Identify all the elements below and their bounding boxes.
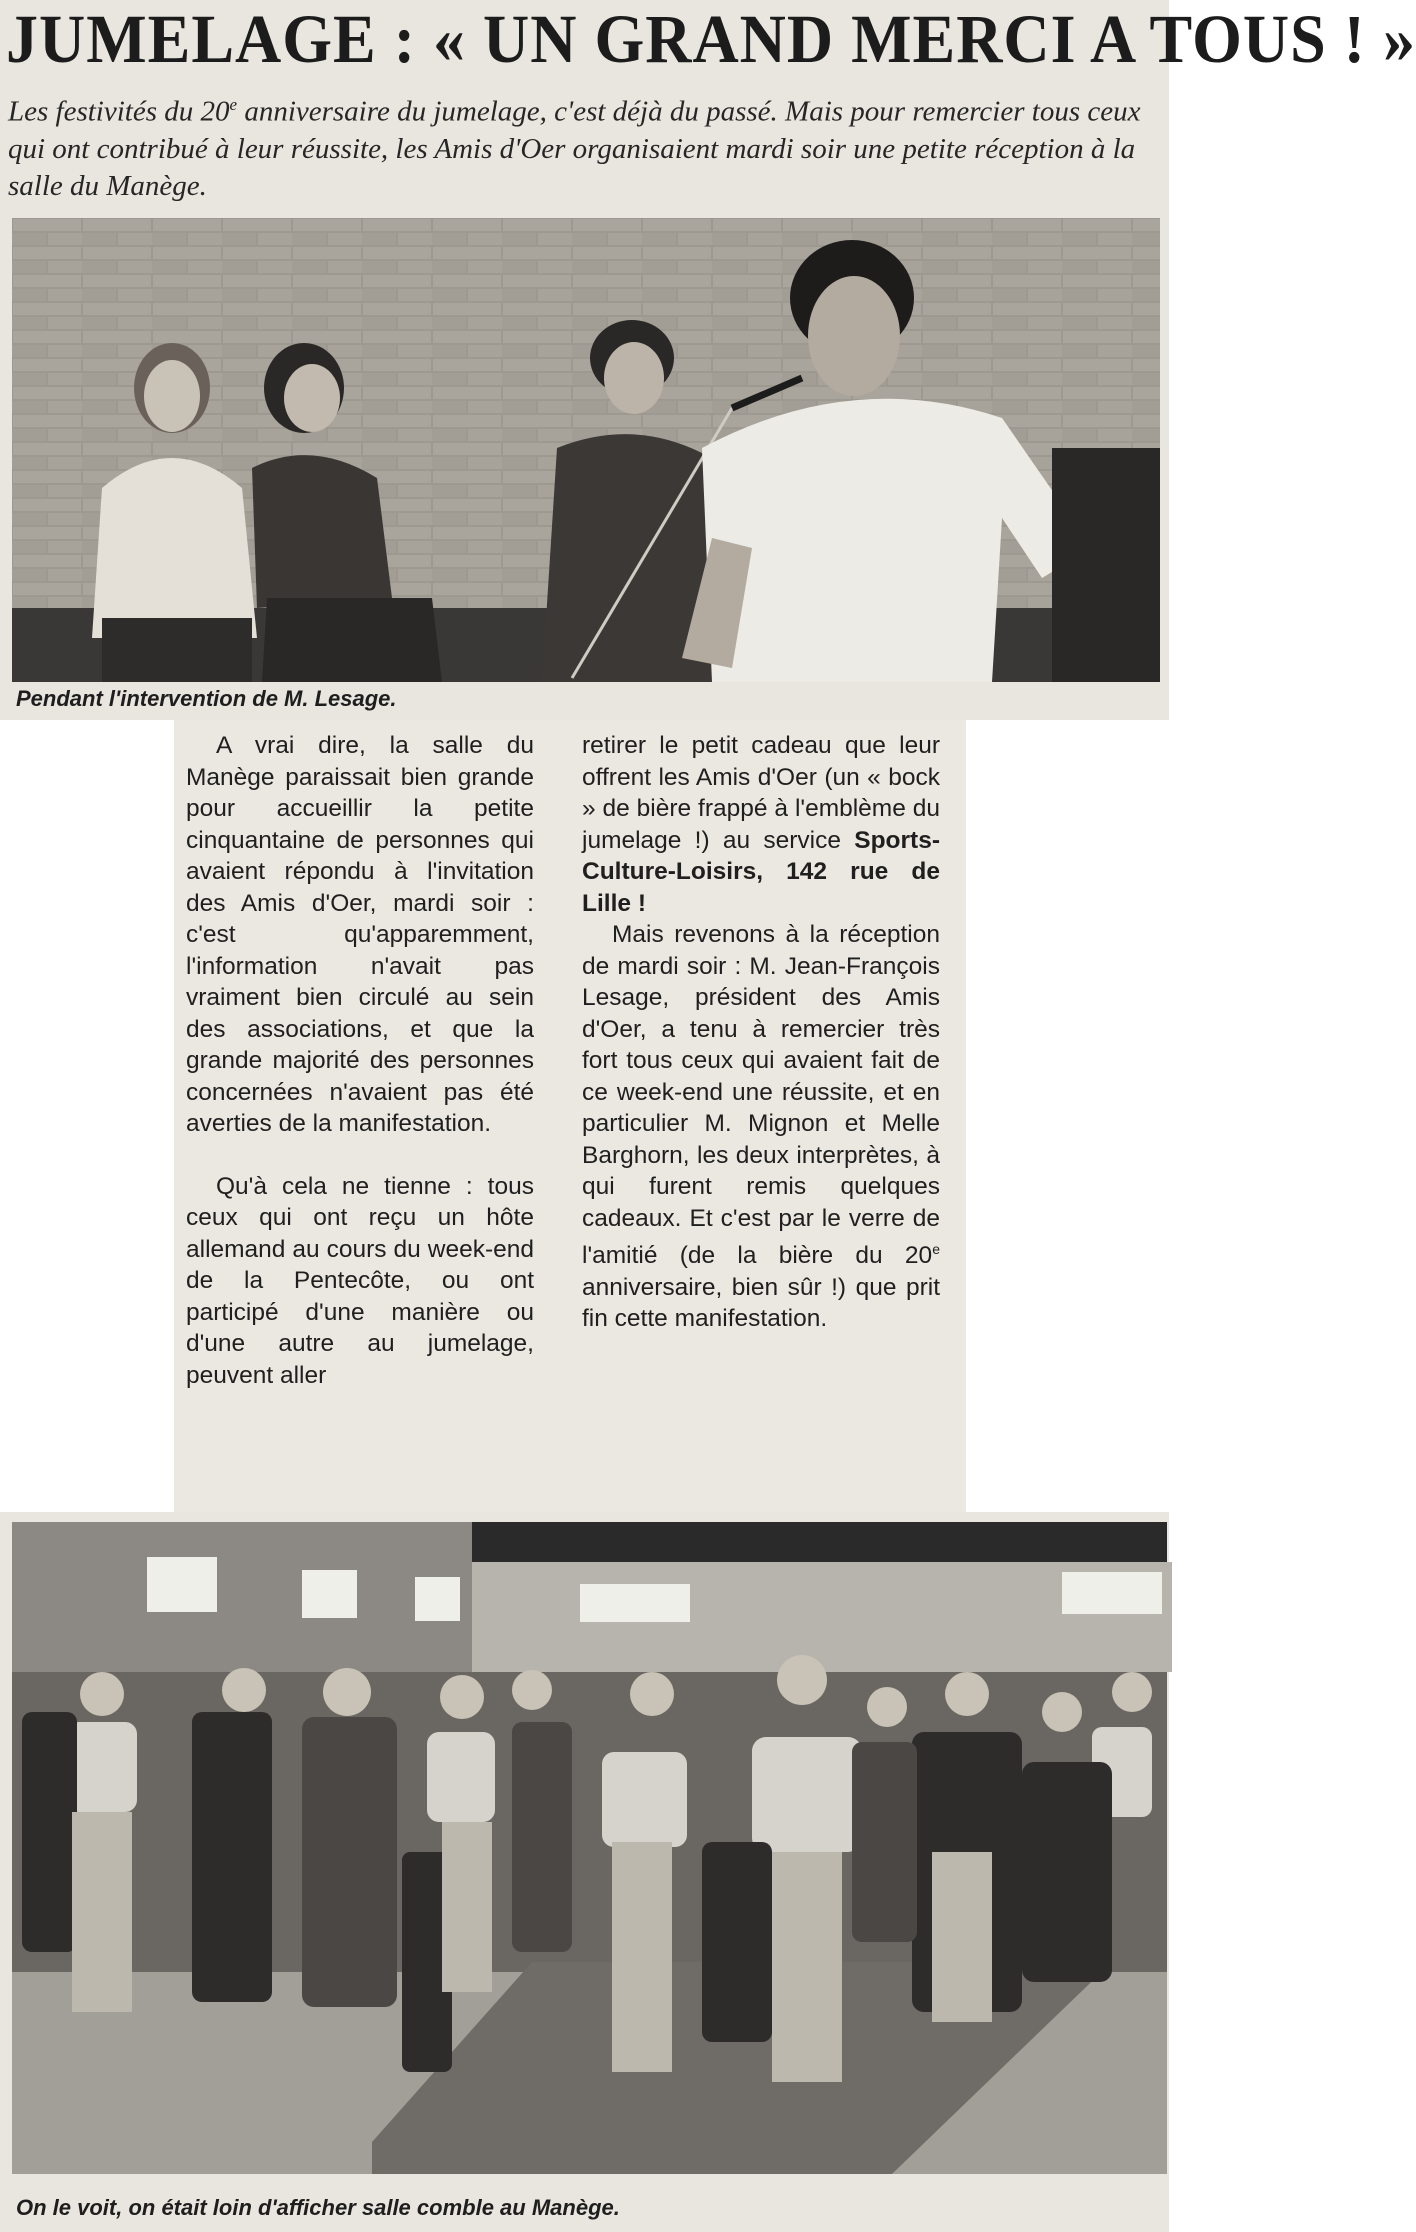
col2-paragraph-1: retirer le petit cadeau que leur offrent les Amis d'Oer (un « bock » de bière frappé à l'emblème du jumelage !) au service Sports-Culture-Loisirs, 142 rue de Lille ! [582, 732, 940, 917]
column-1 [186, 730, 534, 1391]
col2-paragraph-2: Mais revenons à la réception de mardi soir : M. Jean-François Lesage, président des Amis d'Oer, a tenu à remercier très fort tous ceux qui avaient fait de ce week-end une réussite, et en particulier M. Mignon et Melle Barghorn, les deux interprètes, à qui furent remis quelques cadeaux. Et c'est par le verre de l'amitié (de la bière du 20e anniversaire, bien sûr !) que prit fin cette manifestation. [582, 921, 940, 1333]
photo-speaker [12, 218, 1160, 682]
address-text: Sports-Culture-Loisirs, 142 rue de Lille ! [582, 826, 940, 917]
column-2 [582, 730, 940, 1335]
col1-paragraph-1: A vrai dire, la salle du Manège paraissait bien grande pour accueillir la petite cinquantaine de personnes qui avaient répondu à l'invitation des Amis d'Oer, mardi soir : c'est qu'apparemment, l'information n'avait pas vraiment bien circulé au sein des associations, et que la grande majorité des personnes concernées n'avaient pas été averties de la manifestation. [186, 732, 534, 1137]
headline: JUMELAGE : « UN GRAND MERCI A TOUS ! » [6, 0, 1416, 78]
page-margin-right [966, 720, 1169, 1512]
page-margin-left [0, 720, 174, 1512]
col1-paragraph-2: Qu'à cela ne tienne : tous ceux qui ont reçu un hôte allemand au cours du week-end de la Pentecôte, ou ont participé d'une manière ou d'une autre au jumelage, peuvent aller [186, 1172, 534, 1389]
photo1-caption: Pendant l'intervention de M. Lesage. [16, 686, 397, 711]
photo2-caption: On le voit, on était loin d'afficher salle comble au Manège. [16, 2195, 620, 2220]
lede-paragraph: Les festivités du 20e anniversaire du jumelage, c'est déjà du passé. Mais pour remercier tous ceux qui ont contribué à leur réussite, les Amis d'Oer organisaient mardi soir une petite réception à la salle du Manège. [8, 95, 1141, 202]
photo-crowd [12, 1522, 1167, 2174]
